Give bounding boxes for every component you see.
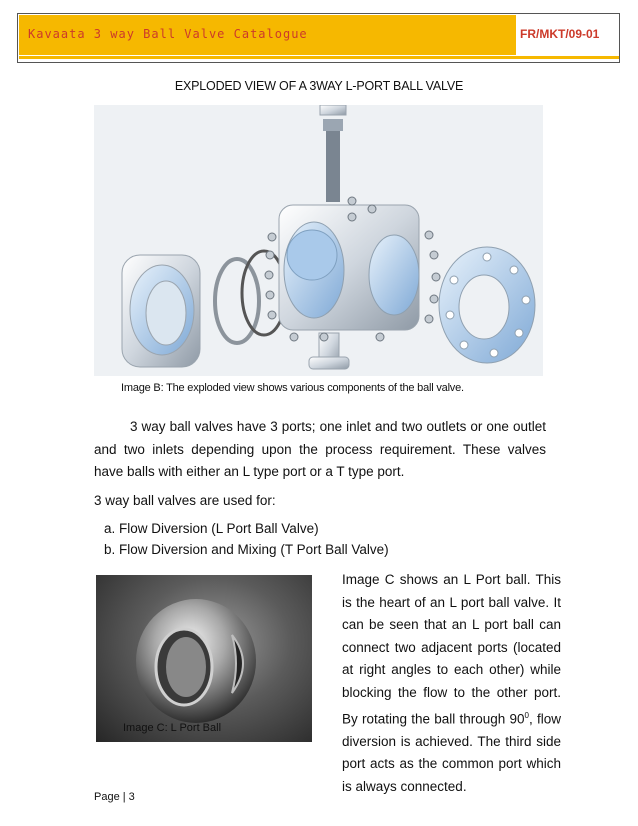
description-text: Image C shows an L Port ball. This is the heart of an L port ball valve. It can be seen that an L port ball can connect two adjacent ports (located at right angles to each other) while blocking the flow to the other port. By rotating the ball through 90 — [342, 572, 561, 727]
document-code: FR/MKT/09-01 — [520, 27, 600, 41]
paragraph-1 — [94, 416, 546, 484]
section-title: EXPLODED VIEW OF A 3WAY L-PORT BALL VALVE — [174, 79, 464, 93]
degree-superscript: 0 — [524, 710, 529, 720]
description-text-end: , flow diversion is achieved. The third side port acts as the common port which is always connected. — [342, 711, 561, 794]
image-c-caption: Image C: L Port Ball — [123, 722, 222, 734]
paragraph-2: 3 way ball valves are used for: — [94, 493, 276, 508]
catalogue-title: Kavaata 3 way Ball Valve Catalogue — [28, 27, 308, 41]
exploded-view-image — [94, 105, 543, 376]
page-number: Page | 3 — [94, 791, 135, 803]
uses-list — [94, 519, 389, 560]
paragraph-1-text: 3 way ball valves have 3 ports; one inlet and two outlets or one outlet and two inlets depending upon the process requirement. These valves have balls with either an L type port or a T type port. — [94, 419, 546, 479]
l-port-ball-image — [96, 575, 312, 742]
header-rule — [19, 56, 619, 59]
list-item: b. Flow Diversion and Mixing (T Port Ball Valve) — [104, 541, 389, 557]
list-item: a. Flow Diversion (L Port Ball Valve) — [104, 521, 319, 536]
image-c-description — [342, 569, 561, 798]
image-b-caption: Image B: The exploded view shows various components of the ball valve. — [121, 382, 464, 394]
